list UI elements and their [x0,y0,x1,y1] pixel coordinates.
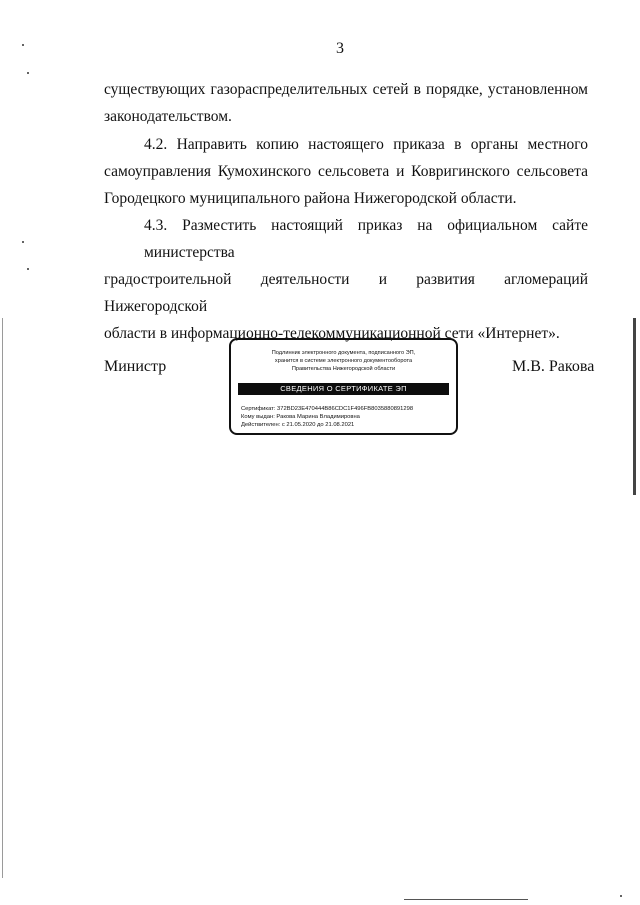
scan-speck [22,241,24,243]
scan-speck [620,895,622,897]
stamp-validity: Действителен: с 21.05.2020 до 21.08.2021 [241,422,355,428]
paragraph-line: градостроительной деятельности и развития агломераций Нижегородской [104,271,588,315]
scan-edge-right [633,318,636,495]
signer-position: Министр [104,358,167,375]
stamp-band-title: СВЕДЕНИЯ О СЕРТИФИКАТЕ ЭП [238,383,449,395]
paragraph-line: законодательством. [104,108,232,125]
page-number: 3 [336,40,344,57]
paragraph-gas-networks [104,76,588,130]
paragraph-line: 4.2. Направить копию настоящего приказа в органы местного [144,136,588,153]
stamp-certificate: Сертификат: 372BD23E470444B86CDC1F496FB8035880891298 [241,406,414,412]
scan-edge-left [2,318,3,878]
paragraph-line: самоуправления Кумохинского сельсовета и Ковригинского сельсовета [104,163,588,180]
paragraph-line: 4.3. Разместить настоящий приказ на официальном сайте министерства [144,217,588,261]
paragraph-line: области в информационно-телекоммуникационной сети «Интернет». [104,325,560,342]
stamp-note-line: хранится в системе электронного документооборота [274,358,413,364]
stamp-note [237,349,450,373]
stamp-note-line: Правительства Нижегородской области [291,366,396,372]
signer-name: М.В. Ракова [512,358,595,375]
stamp-issued-to: Кому выдан: Ракова Марина Владимировна [241,414,360,420]
stamp-note-line: Подлинник электронного документа, подписанного ЭП, [271,350,416,356]
paragraph-4-2 [104,131,588,212]
e-signature-stamp [229,338,458,435]
scan-speck [27,72,29,74]
stamp-details [241,405,413,429]
paragraph-4-3 [104,212,588,347]
scan-edge-bottom [404,899,528,900]
scan-speck [22,44,24,46]
paragraph-line: Городецкого муниципального района Нижегородской области. [104,190,517,207]
scan-speck [27,268,29,270]
paragraph-line: существующих газораспределительных сетей в порядке, установленном [104,81,588,98]
